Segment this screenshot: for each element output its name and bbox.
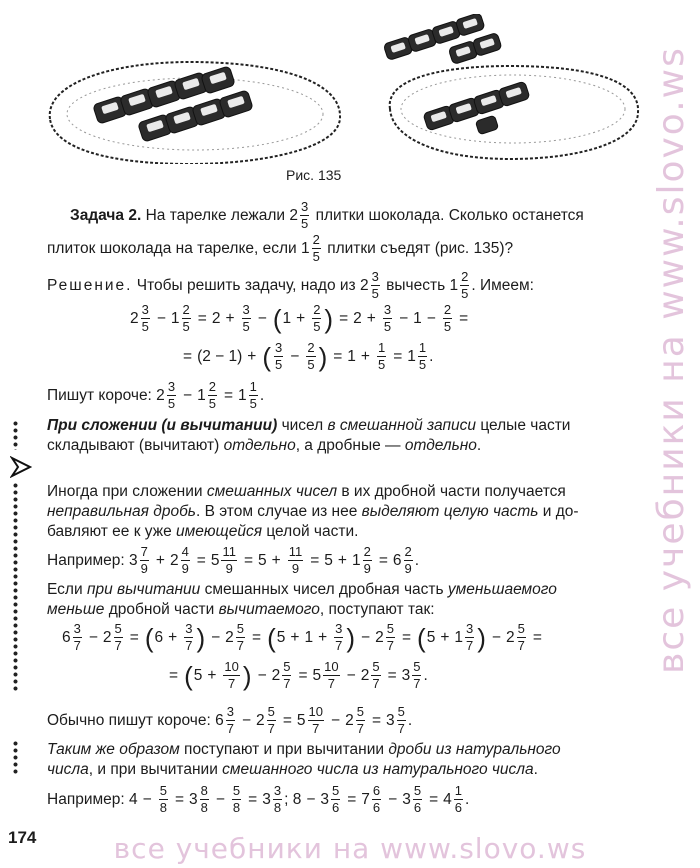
task-text-2: плитки шоколада. Сколько останется [315, 206, 584, 224]
formula-subtraction-1: 6 $\frac{3}{7}$ − 2 $\frac{5}{7}$ = ( 6 + $\frac{3}{7}$ ) − 2 $\frac{5}{7}$ = ( 5 + 1 + $\frac{3}{7}$ ) − 2 $\frac{5}{7}$ = ( 5 + 1 $\frac{3}{7}$ ) − 2 $\frac{5}{7}$ = [62, 621, 542, 653]
para2-line-3: бавляют ее к уже имеющейся целой части. [47, 523, 359, 540]
short-form-2: Обычно пишут короче: 6 $\frac{3}{7}$ − 2 $\frac{5}{7}$ = 5 $\frac{10}{7}$ − 2 $\frac{5}{7}$ = 3 $\frac{5}{7}$ . [47, 704, 413, 736]
para4-line-1: Таким же образом поступают и при вычитании дроби из натурального [47, 741, 561, 758]
para3-line-1: Если при вычитании смешанных чисел дробная часть уменьшаемого [47, 581, 557, 598]
task-text-1: На тарелке лежали [145, 206, 286, 224]
para4-line-2: числа, и при вычитании смешанного числа из натурального числа. [47, 761, 538, 778]
figure-caption: Рис. 135 [286, 167, 342, 183]
margin-dots [12, 482, 19, 692]
plate-with-chocolate-icon [390, 66, 638, 159]
mixed-whole: 2 [359, 276, 369, 294]
mixed-whole: 2 [289, 206, 299, 224]
example-1: Например: 3 $\frac{7}{9}$ + 2 $\frac{4}{9}$ = 5 $\frac{11}{9}$ = 5 + $\frac{11}{9}$ = 5 + 1 $\frac{2}{9}$ = 6 $\frac{2}{9}$ . [47, 544, 420, 576]
short-form-label: Обычно пишут короче: [47, 711, 211, 729]
task-line-2 [47, 233, 513, 264]
example-label: Например: [47, 551, 125, 569]
fraction: $\frac{3}{5}$ [301, 199, 309, 231]
short-form-label: Пишут короче: [47, 386, 152, 404]
formula-subtraction-2: = ( 5 + $\frac{10}{7}$ ) − 2 $\frac{5}{7}$ = 5 $\frac{10}{7}$ − 2 $\frac{5}{7}$ = 3 $\frac{5}{7}$ . [169, 659, 428, 691]
task-line-1 [70, 200, 584, 231]
solution-line: Решение. Чтобы решить задачу, надо из 2 $\frac{3}{5}$ вычесть 1 $\frac{2}{5}$ . Имеем: [47, 269, 534, 301]
task-text-4: плитки съедят (рис. 135)? [327, 239, 514, 257]
para3-line-2: меньше дробной части вычитаемого, поступают так: [47, 601, 435, 618]
mixed-whole: 1 [449, 276, 459, 294]
example-2: Например: 4 − $\frac{5}{8}$ = 3 $\frac{8}{8}$ − $\frac{5}{8}$ = 3 $\frac{3}{8}$ ; 8 − 3 $\frac{5}{6}$ = 7 $\frac{6}{6}$ − 3 $\frac{5}{6}$ = 4 $\frac{1}{6}$ . [47, 783, 470, 815]
fraction: $\frac{2}{5}$ [461, 269, 469, 301]
fraction: $\frac{2}{5}$ [312, 232, 320, 264]
task-label: Задача 2. [70, 206, 142, 224]
solution-text-end: Имеем: [479, 276, 534, 294]
fraction: $\frac{3}{5}$ [371, 269, 379, 301]
margin-dots [12, 420, 19, 450]
margin-dots [12, 740, 19, 774]
task-text-3: плиток шоколада на тарелке, если [47, 239, 297, 257]
rule-line-2: складывают (вычитают) отдельно, а дробные — отдельно. [47, 437, 482, 454]
solution-label: Решение. [47, 276, 133, 294]
chocolate-pieces-icon [383, 14, 502, 65]
rule-line-1: При сложении (и вычитании) чисел в смешанной записи целые части [47, 417, 571, 434]
solution-text-mid: вычесть [386, 276, 446, 294]
formula-solution-1: 2 $\frac{3}{5}$ − 1 $\frac{2}{5}$ = 2 + $\frac{3}{5}$ − ( 1 + $\frac{2}{5}$ ) = 2 + $\frac{3}{5}$ − 1 − $\frac{2}{5}$ = [130, 302, 469, 334]
page-number: 174 [8, 828, 37, 847]
watermark-bottom: все учебники на www.slovo.ws [113, 832, 587, 865]
margin-arrow-icon [10, 456, 32, 478]
solution-text: Чтобы решить задачу, надо из [136, 276, 356, 294]
short-form-1: Пишут короче: 2 $\frac{3}{5}$ − 1 $\frac{2}{5}$ = 1 $\frac{1}{5}$ . [47, 379, 265, 411]
formula-solution-2: = (2 − 1) + ( $\frac{3}{5}$ − $\frac{2}{5}$ ) = 1 + $\frac{1}{5}$ = 1 $\frac{1}{5}$ . [183, 340, 434, 372]
para2-line-1: Иногда при сложении смешанных чисел в их дробной части получается [47, 483, 566, 500]
mixed-whole: 1 [301, 239, 310, 257]
plate-with-chocolate-icon [50, 62, 340, 164]
figure-plates-chocolate [40, 14, 640, 164]
para2-line-2: неправильная дробь. В этом случае из нее выделяют целую часть и до- [47, 503, 579, 520]
example-label: Например: [47, 790, 125, 808]
